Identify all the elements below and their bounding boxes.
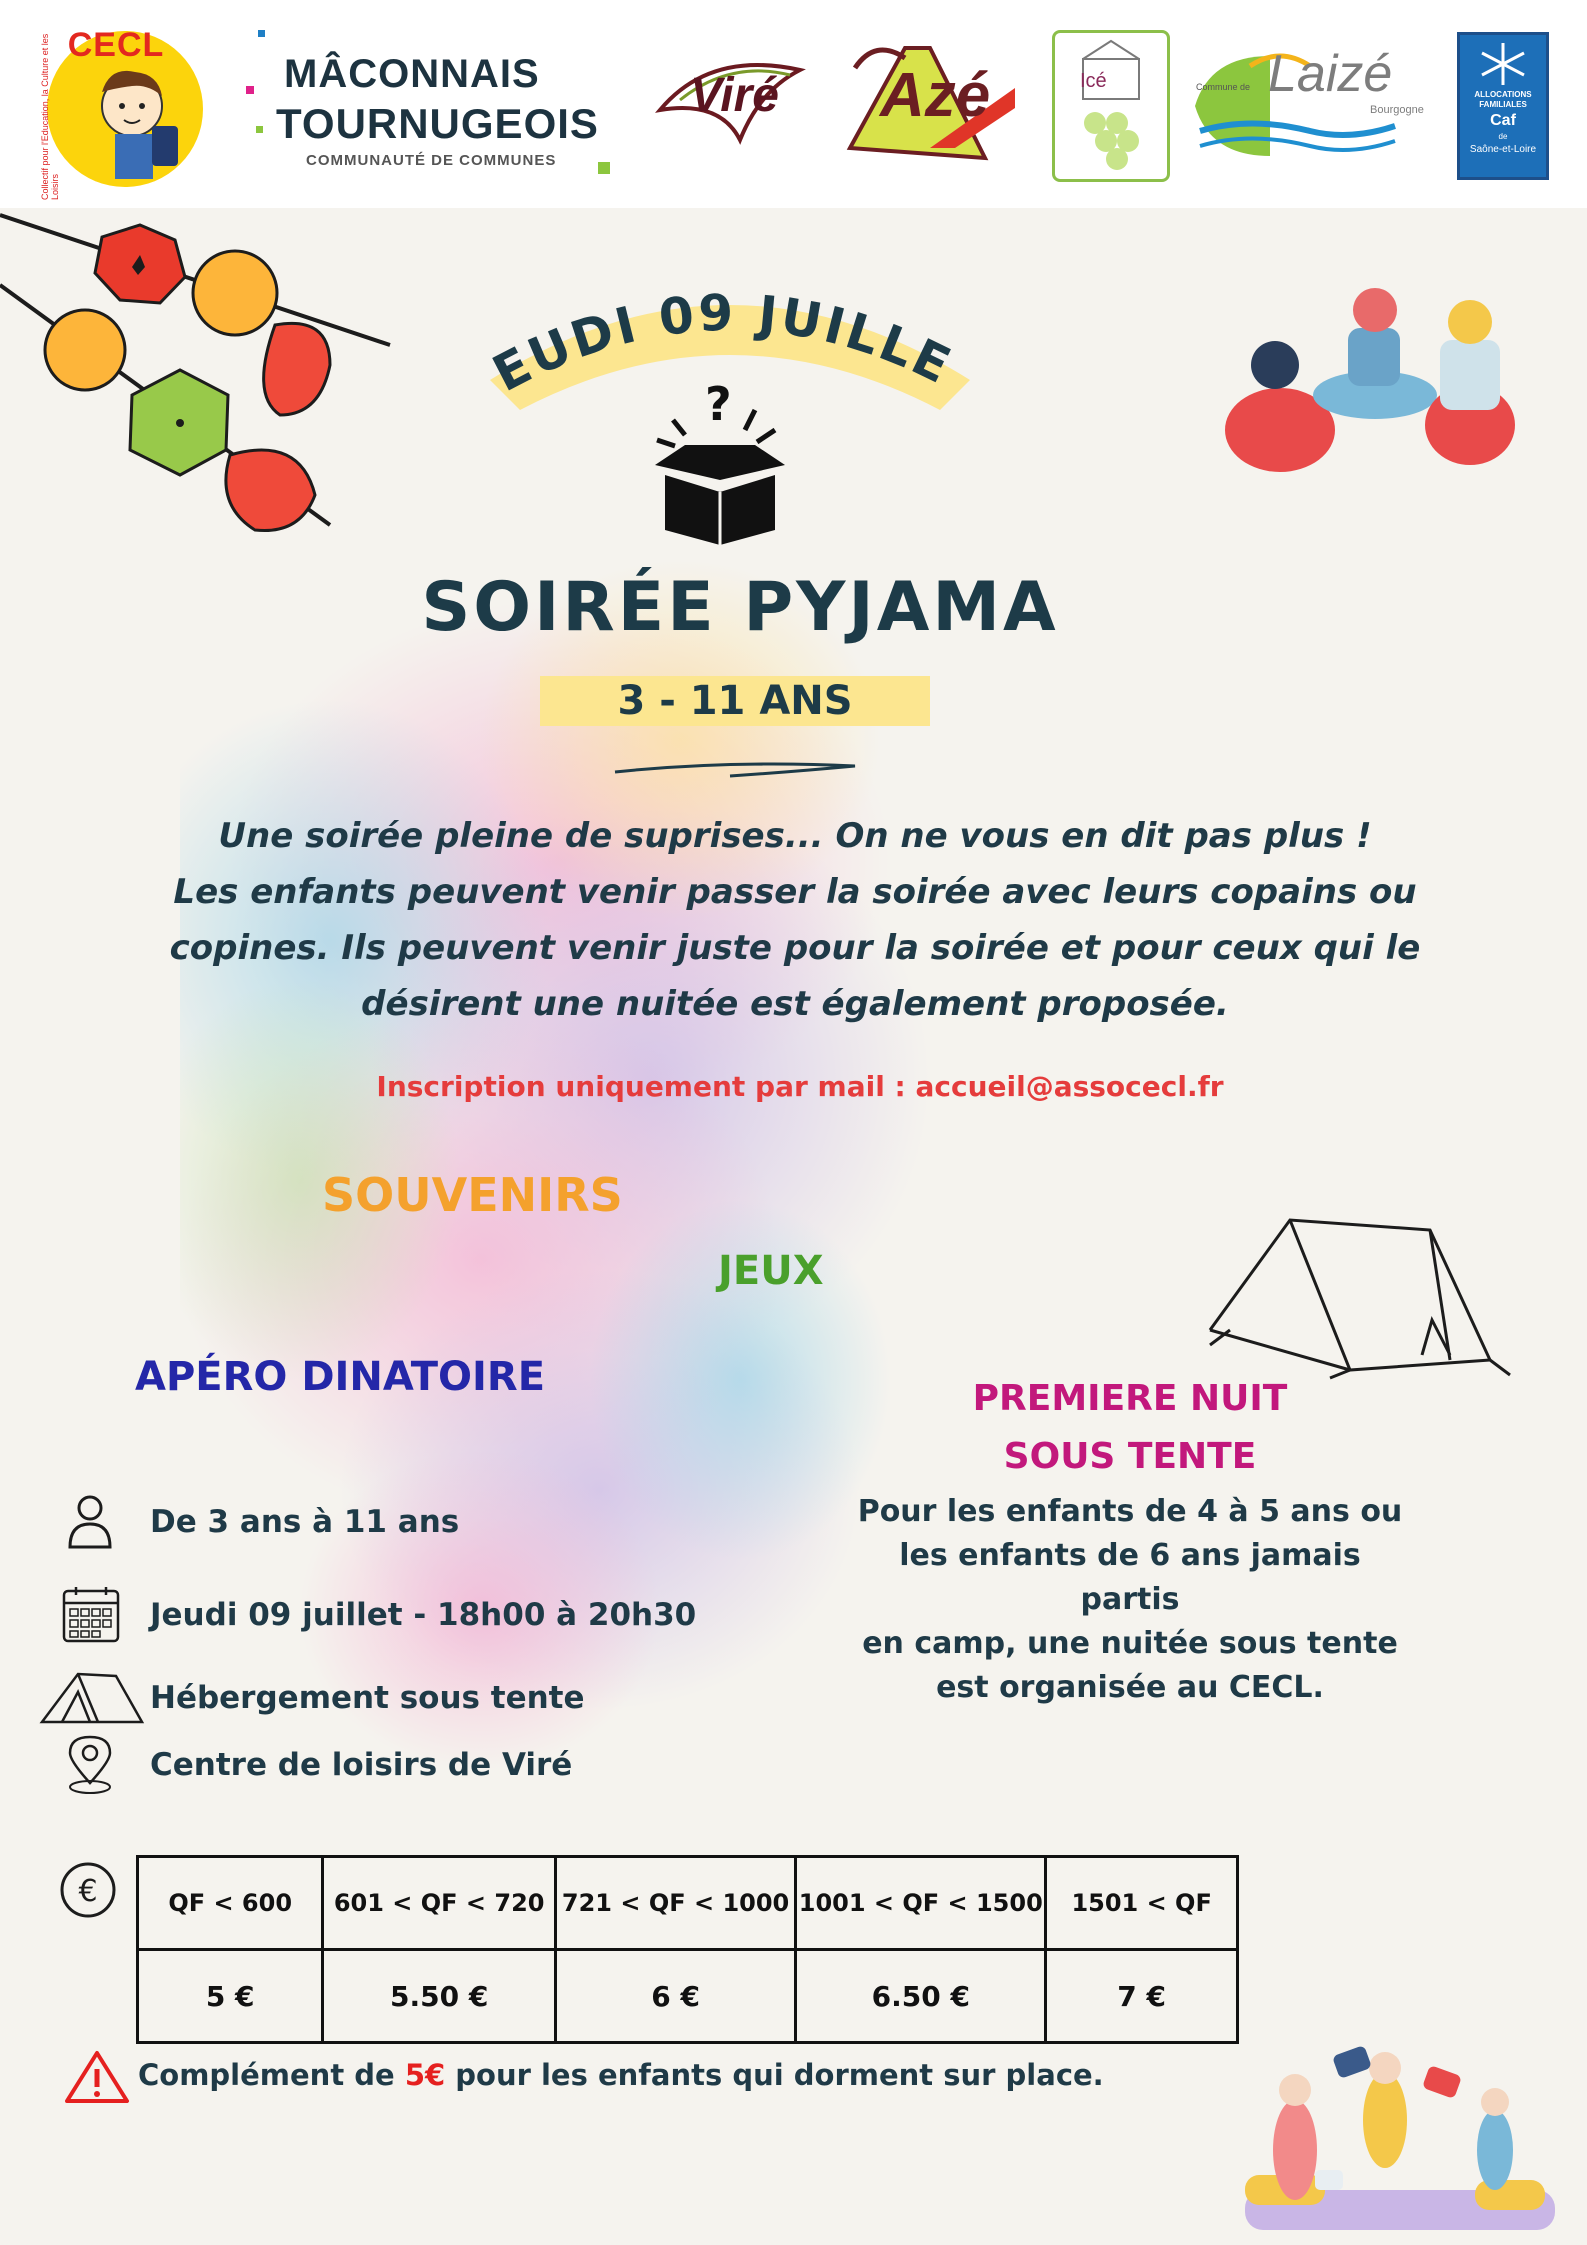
price-table-value-row (138, 1950, 1238, 2043)
intro-paragraph (140, 808, 1450, 1032)
price-value-cell: 6 € (555, 1950, 795, 2043)
activity-jeux: JEUX (718, 1248, 824, 1294)
price-value-cell: 6.50 € (796, 1950, 1046, 2043)
inscription-email[interactable]: Inscription uniquement par mail : accueil@assocecl.fr (376, 1070, 1224, 1103)
price-value-cell: 7 € (1046, 1950, 1238, 2043)
fruit-skewer-illustration (0, 205, 400, 535)
warning-text (138, 2045, 1104, 2105)
price-header-cell: 601 < QF < 720 (323, 1857, 556, 1950)
nuit-desc-line: en camp, une nuitée sous tente (862, 1626, 1398, 1661)
warning-amount: 5€ (404, 2058, 446, 2092)
intro-line: désirent une nuitée est également proposée. (361, 984, 1229, 1024)
maconnais-green-square (596, 160, 616, 180)
cecl-tagline: Collectif pour l'Education, la Culture et les Loisirs (40, 33, 60, 200)
price-header-cell: 721 < QF < 1000 (555, 1857, 795, 1950)
calendar-icon (60, 1585, 130, 1645)
vire-logo-text: Viré (690, 69, 779, 122)
aze-logo-text: Azé (880, 61, 991, 130)
laize-logo-text: Laizé (1268, 45, 1393, 103)
maconnais-sub: COMMUNAUTÉ DE COMMUNES (306, 152, 557, 169)
caf-snowflake-icon (1460, 35, 1546, 93)
maconnais-line1: MÂCONNAIS (284, 52, 540, 96)
intro-line: Une soirée pleine de suprises... On ne vous en dit pas plus ! (218, 816, 1372, 856)
price-header-cell: 1501 < QF (1046, 1857, 1238, 1950)
info-place-text: Centre de loisirs de Viré (150, 1747, 573, 1783)
activity-apero: APÉRO DINATOIRE (135, 1354, 546, 1400)
caf-line2: FAMILIALES (1479, 100, 1527, 109)
warning-icon (64, 2049, 130, 2105)
caf-line4: de (1498, 132, 1508, 141)
nuit-line1: PREMIERE NUIT (972, 1378, 1288, 1419)
laize-prefix: Commune de (1196, 82, 1251, 92)
svg-text:?: ? (705, 380, 732, 431)
nuit-desc-line: les enfants de 6 ans jamais partis (899, 1538, 1361, 1617)
laize-sub: Bourgogne (1370, 104, 1424, 116)
event-title: SOIRÉE PYJAMA (421, 568, 1059, 647)
info-lodging-row (38, 1668, 798, 1728)
nuit-line2: SOUS TENTE (1003, 1436, 1257, 1477)
mystery-box-icon (645, 380, 795, 545)
price-value-cell: 5 € (138, 1950, 323, 2043)
activity-souvenirs: SOUVENIRS (322, 1168, 623, 1222)
price-value-cell: 5.50 € (323, 1950, 556, 2043)
warning-prefix: Complément de (138, 2058, 405, 2092)
maconnais-line2: TOURNUGEOIS (276, 100, 599, 147)
info-place-row (60, 1735, 820, 1795)
supplement-warning (64, 2045, 1264, 2105)
intro-line: Les enfants peuvent venir passer la soirée avec leurs copains ou (173, 872, 1417, 912)
tent-illustration (1200, 1210, 1520, 1380)
lice-logo (1052, 30, 1170, 182)
nuit-desc-line: Pour les enfants de 4 à 5 ans ou (857, 1494, 1403, 1529)
caf-line5: Saône-et-Loire (1469, 144, 1537, 155)
info-date-text: Jeudi 09 juillet - 18h00 à 20h30 (150, 1597, 697, 1633)
age-band-text: 3 - 11 ANS (617, 678, 853, 724)
cecl-logo-text: CECL (67, 26, 165, 64)
kids-playing-illustration (1220, 280, 1520, 480)
nuit-desc-line: est organisée au CECL. (936, 1670, 1324, 1705)
logo-header (0, 0, 1587, 208)
warning-suffix: pour les enfants qui dorment sur place. (445, 2058, 1104, 2092)
info-age-text: De 3 ans à 11 ans (150, 1504, 460, 1540)
intro-line: copines. Ils peuvent venir juste pour la soirée et pour ceux qui le (169, 928, 1421, 968)
price-table-header-row (138, 1857, 1238, 1950)
info-date-row (60, 1585, 820, 1645)
caf-line1: ALLOCATIONS (1474, 90, 1532, 99)
info-age-row (60, 1492, 820, 1552)
date-banner-text: EUDI 09 JUILLE (483, 290, 962, 400)
svg-text:€: € (78, 1874, 98, 1909)
tent-icon (38, 1668, 148, 1728)
price-header-cell: QF < 600 (138, 1857, 323, 1950)
info-lodging-text: Hébergement sous tente (150, 1680, 585, 1716)
decorative-swash (610, 752, 860, 782)
caf-line3: Caf (1490, 112, 1516, 129)
nuit-description (850, 1490, 1410, 1710)
person-icon (60, 1492, 130, 1552)
location-pin-icon (60, 1735, 130, 1795)
pillow-fight-illustration (1225, 2040, 1565, 2240)
price-header-cell: 1001 < QF < 1500 (796, 1857, 1046, 1950)
price-table (136, 1855, 1239, 2044)
euro-icon (58, 1860, 118, 1920)
lice-logo-text: Icé (1080, 70, 1107, 92)
activity-premiere-nuit (900, 1370, 1360, 1486)
